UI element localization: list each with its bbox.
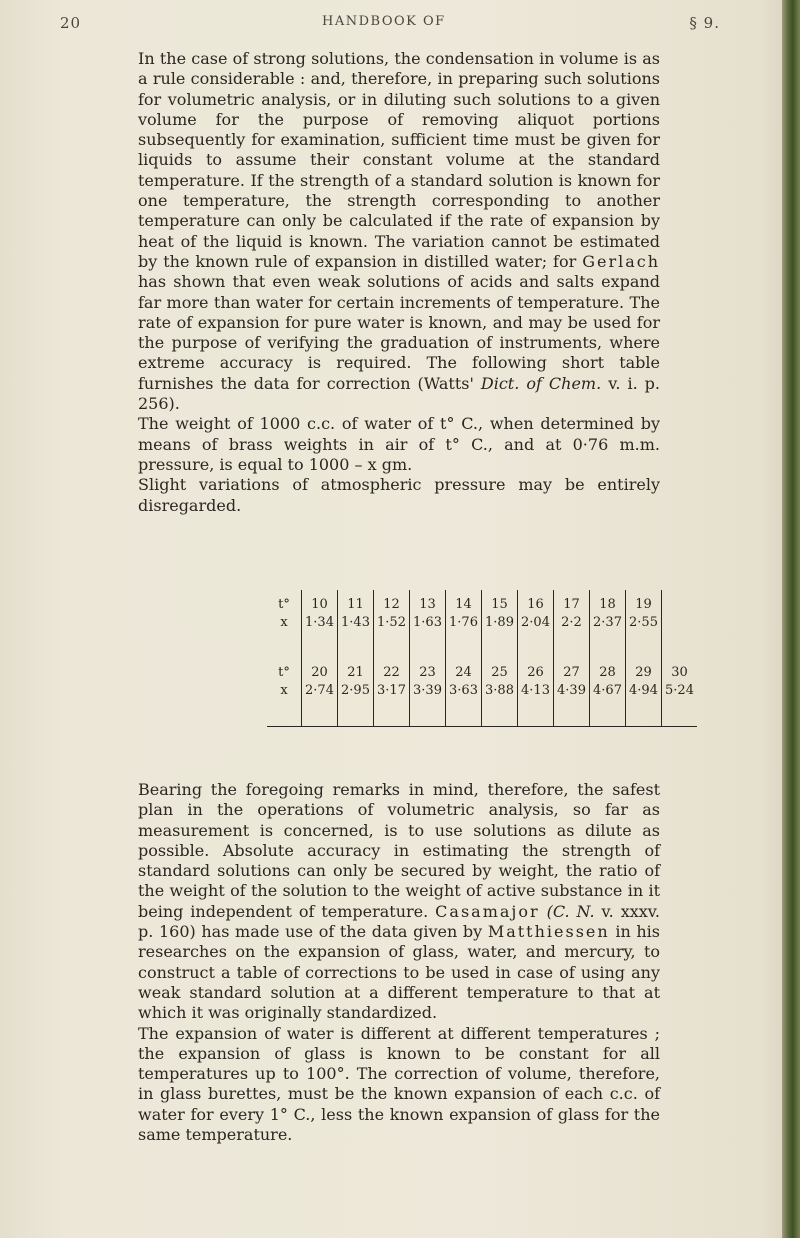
paragraph-weight: The weight of 1000 c.c. of water of t° C., when determined by means of brass weights in air of t° C., and at 0·76 m.m. pressure, is equal to 1000 – x gm. — [138, 414, 660, 474]
table-cell: 22 3·17 — [374, 658, 410, 727]
table-cell: 24 3·63 — [446, 658, 482, 727]
table-cell: 13 1·63 — [410, 590, 446, 658]
table-cell: 20 2·74 — [302, 658, 338, 727]
reference-title: Dict. of Chem. — [480, 373, 602, 393]
table-cell: 14 1·76 — [446, 590, 482, 658]
body-text-top — [138, 49, 660, 516]
table-row-bottom — [267, 658, 697, 727]
table-row-label: t° x — [267, 658, 302, 727]
reference-title: (C. N. — [546, 901, 595, 921]
table-cell: 28 4·67 — [590, 658, 626, 727]
table-cell: 30 5·24 — [662, 658, 698, 727]
table-cell: 23 3·39 — [410, 658, 446, 727]
table-cell: 10 1·34 — [302, 590, 338, 658]
paragraph-condensation: In the case of strong solutions, the condensation in volume is as a rule considerable : and, therefore, in preparing such solutions for volumetric analysis, or in diluting such solutions to a given volume for the purpose of removing aliquot portions subsequently for examination, sufficient time must be given for liquids to assume their constant volume at the standard temperature. If the strength of a standard solution is known for one temperature, the strength corresponding to another temperature can only be calculated if the rate of expansion by heat of the liquid is known. The variation cannot be estimated by the known rule of expansion in distilled water; for Gerlach has shown that even weak solutions of acids and salts expand far more than water for certain increments of temperature. The rate of expansion for pure water is known, and may be used for the purpose of verifying the graduation of instruments, where extreme accuracy is required. The following short table furnishes the data for correction (Watts' Dict. of Chem. v. i. p. 256). — [138, 49, 661, 414]
paragraph-expansion: The expansion of water is different at different temperatures ; the expansion of glass is known to be constant for all temperatures up to 100°. The correction of volume, therefore, in glass burettes, must be the known expansion of each c.c. of water for every 1° C., less the known expansion of glass for the same temperature. — [138, 1023, 660, 1145]
table-cell: 11 1·43 — [338, 590, 374, 658]
running-header — [60, 14, 720, 38]
table-cell: 17 2·2 — [554, 590, 590, 658]
author-name: Matthiessen — [487, 922, 610, 942]
table-cell: 21 2·95 — [338, 658, 374, 727]
page-edge-shadow — [782, 0, 800, 1238]
author-name: Casamajor — [435, 901, 540, 921]
table-cell: 15 1·89 — [482, 590, 518, 658]
table-cell: 16 2·04 — [518, 590, 554, 658]
page-number: 20 — [60, 14, 82, 32]
correction-table — [267, 590, 697, 727]
table-cell: 27 4·39 — [554, 658, 590, 727]
table-cell: 19 2·55 — [626, 590, 662, 658]
table-cell: 18 2·37 — [590, 590, 626, 658]
author-name: Gerlach — [582, 251, 661, 271]
table-cell-empty — [662, 590, 698, 658]
section-number: § 9. — [689, 14, 720, 32]
paragraph-accuracy: Bearing the foregoing remarks in mind, therefore, the safest plan in the operations of volumetric analysis, so far as measurement is concerned, is to use solutions as dilute as possible. Absolute accuracy in estimating the strength of standard solutions can only be secured by weight, the ratio of the weight of the solution to the weight of active substance in it being independent of temperature. Casamajor (C. N. v. xxxv. p. 160) has made use of the data given by Matthiessen in his researches on the expansion of glass, water, and mercury, to construct a table of corrections to be used in case of using any weak standard solution at a different temperature to that at which it was originally standardized. — [138, 780, 661, 1023]
body-text-bottom — [138, 780, 660, 1145]
table-cell: 25 3·88 — [482, 658, 518, 727]
running-title: HANDBOOK OF — [322, 14, 446, 29]
table-row-label: t° x — [278, 597, 290, 630]
table-cell: 26 4·13 — [518, 658, 554, 727]
table-cell: 12 1·52 — [374, 590, 410, 658]
paragraph-pressure: Slight variations of atmospheric pressure may be entirely disregarded. — [138, 475, 660, 515]
table-cell: 29 4·94 — [626, 658, 662, 727]
table-row-top — [267, 590, 697, 658]
